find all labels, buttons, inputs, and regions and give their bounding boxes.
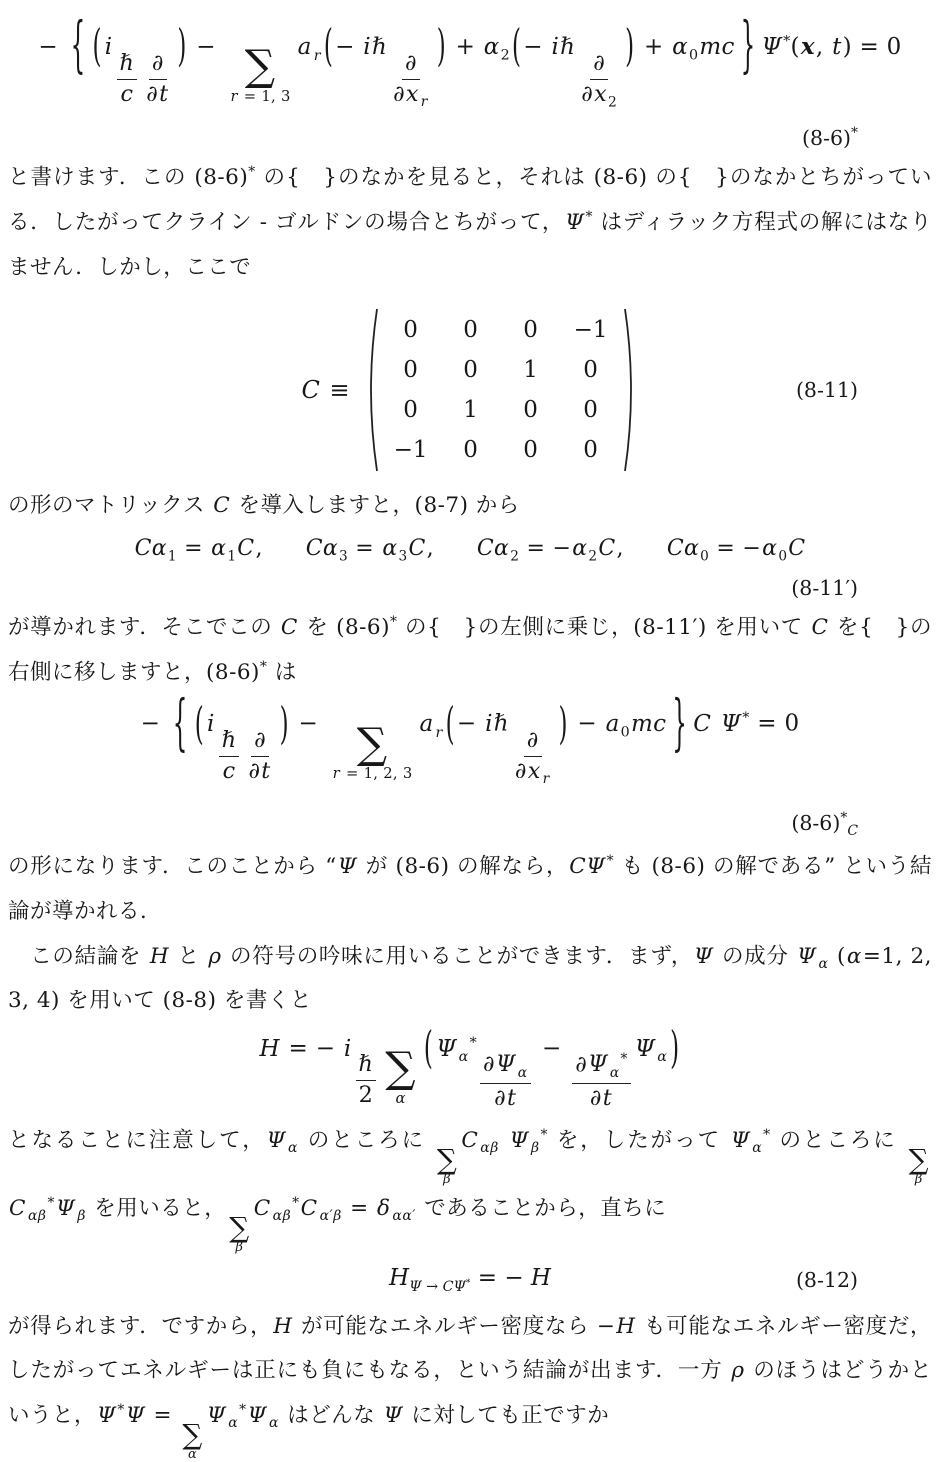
display-equation-H: H = − i $\frac{\text{ℏ}}{2}$ ∑ α ( Ψ $_\alpha$* $\frac{\partial\Psi _\alpha}{\partial t}$ − $\frac{\partial\Psi _\alpha^*}{\partial t}$ Ψ $_\alpha$ )	[259, 1024, 680, 1112]
equation-label-8-6-star-c: $(8-6)^*_C$	[791, 810, 858, 840]
display-equation-8-12	[8, 1265, 932, 1295]
matrix-cell: 0	[403, 397, 418, 424]
matrix-cell: 0	[523, 437, 538, 464]
matrix-cell: 0	[583, 437, 598, 464]
matrix-cell: 0	[403, 357, 418, 384]
display-equation-8-11-prime: $C\alpha_1 = \alpha_1C$, $C\alpha_3 = \alpha_3C$, $C\alpha_2 = -\alpha_2C$, $C\alpha_0 = -\alpha_0C$	[134, 535, 806, 565]
paragraph-7: が得られます．ですから，H が可能なエネルギー密度なら −H も可能なエネルギー密度だ，したがってエネルギーは正にも負にもなる，という結論が出ます．一方 ρ のほうはどうかというと，Ψ*Ψ = ∑ α Ψ $_\alpha$*Ψ $_\alpha$ はどんな Ψ に対しても正ですか	[8, 1313, 932, 1462]
matrix-cell: 1	[523, 357, 538, 384]
matrix-left-paren	[363, 306, 379, 474]
paragraph-1: と書けます．この (8-6)* の{ }のなかを見ると，それは (8-6) の{ }のなかとちがっている．したがってクライン - ゴルドンの場合とちがって，Ψ* はディラック方程式の解にはなりません．しかし，ここで	[8, 163, 932, 280]
matrix-cell: 0	[523, 397, 538, 424]
matrix-cell: 0	[583, 357, 598, 384]
matrix-cell: 0	[403, 317, 418, 344]
matrix	[381, 317, 621, 463]
equation-label-8-12: (8-12)	[795, 1267, 858, 1292]
matrix-cell: 0	[463, 437, 478, 464]
matrix-cell: −1	[393, 437, 428, 464]
display-equation-8-6-star-c: − { ( i $\frac{\text{ℏ}}{c}$ $\frac{\partial}{\partial t}$ ) − ∑ r = 1, 2, 3 a $_r$ (− iℏ $\frac{\partial}{\partial x _r}$ ) − $a_0mc$ } C Ψ* = 0	[140, 689, 800, 788]
matrix-cell: 0	[463, 317, 478, 344]
matrix-cell: 0	[583, 397, 598, 424]
equation-8-12-body: $H_{\Psi \to C\Psi^*}$ = − H	[389, 1264, 551, 1295]
matrix-lhs: C ≡	[301, 376, 351, 405]
paragraph-2: の形のマトリックス C を導入しますと，(8-7) から	[8, 493, 520, 519]
paragraph-3: が導かれます．そこでこの C を (8-6)* の{ }の左側に乗じ，(8-11′) を用いて C を{ }の右側に移しますと，(8-6)* は	[8, 613, 932, 685]
matrix-cell: 0	[523, 317, 538, 344]
paragraph-5: この結論を H と ρ の符号の吟味に用いることができます．まず，Ψ の成分 Ψ $_\alpha$ (α=1, 2, 3, 4) を用いて (8-8) を書くと	[8, 943, 932, 1014]
equation-label-8-6-star: (8-6)*	[802, 125, 858, 151]
matrix-equation-8-11	[8, 306, 932, 474]
matrix-cell: 0	[463, 357, 478, 384]
matrix-cell: −1	[573, 317, 608, 344]
matrix-cell: 1	[463, 397, 478, 424]
equation-label-8-11-prime: (8-11′)	[791, 576, 858, 601]
paragraph-4: の形になります．このことから “Ψ が (8-6) の解なら，CΨ* も (8-6) の解である” という結論が導かれる．	[8, 853, 933, 925]
display-equation-8-6-star: − { ( i $\frac{\text{ℏ}}{c}$ $\frac{\partial}{\partial t}$ ) − ∑ r = 1, 3 a $_r$ (− iℏ $\frac{\partial}{\partial x _r}$ ) + $\alpha_2(-$ iℏ $\frac{\partial}{\partial x_2}$ ) + $\alpha_0mc$ } Ψ*(x, t) = 0	[38, 12, 902, 110]
paragraph-6: となることに注意して，Ψ $_\alpha$ のところに ∑ β C $_{\alpha\beta}$ Ψ $_\beta$* を，したがって Ψ $_\alpha$* のところに ∑ β C $_{\alpha\beta}$*Ψ $_\beta$ を用いると， ∑ β C $_{\alpha\beta}$*C $_{\alpha'\beta}$ = δ $_{\alpha\alpha'}$ であることから，直ちに	[8, 1126, 930, 1256]
matrix-right-paren	[623, 306, 639, 474]
equation-label-8-11: (8-11)	[795, 378, 858, 403]
